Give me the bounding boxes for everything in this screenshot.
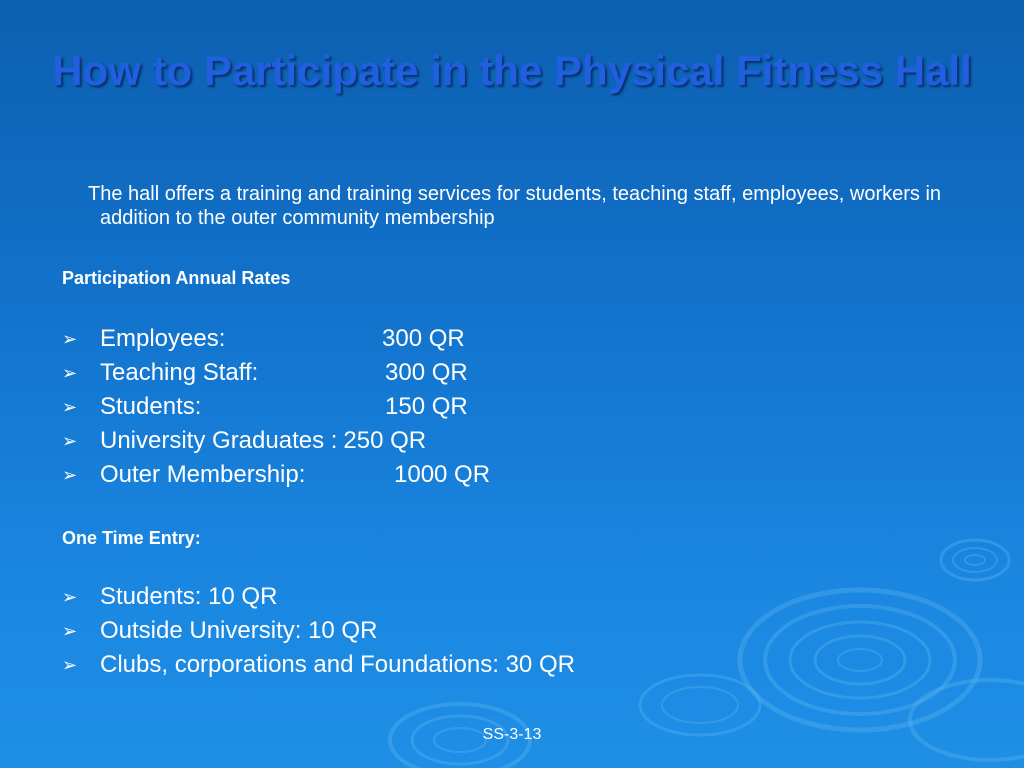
one-time-entry-list [62, 580, 575, 682]
intro-paragraph: The hall offers a training and training services for students, teaching staff, employees, workers in addition to the outer community membership [88, 183, 942, 229]
rate-value: 300 QR [385, 359, 468, 386]
rate-value: 150 QR [385, 393, 468, 420]
slide-footer: SS-3-13 [482, 726, 542, 743]
rate-label: Teaching Staff: [100, 359, 259, 386]
rate-label: Employees: [100, 325, 226, 352]
rate-value: 300 QR [382, 325, 465, 352]
list-item [62, 424, 490, 458]
list-item [62, 614, 575, 648]
arrowhead-bullet-icon: ➢ [62, 464, 78, 485]
list-item [62, 648, 575, 682]
list-item [62, 356, 490, 390]
arrowhead-bullet-icon: ➢ [62, 586, 78, 607]
rate-label: Students: [100, 393, 202, 420]
arrowhead-bullet-icon: ➢ [62, 362, 78, 383]
rate-label: University Graduates : [100, 427, 338, 454]
one-time-entry-heading: One Time Entry: [62, 528, 201, 548]
rate-label: Outer Membership: [100, 461, 306, 488]
arrowhead-bullet-icon: ➢ [62, 654, 78, 675]
list-item [62, 458, 490, 492]
arrowhead-bullet-icon: ➢ [62, 620, 78, 641]
slide-title: How to Participate in the Physical Fitness Hall [52, 47, 972, 94]
arrowhead-bullet-icon: ➢ [62, 430, 78, 451]
arrowhead-bullet-icon: ➢ [62, 396, 78, 417]
list-item [62, 322, 490, 356]
annual-rates-heading: Participation Annual Rates [62, 268, 291, 288]
entry-text: Students: 10 QR [100, 583, 278, 610]
list-item [62, 580, 575, 614]
rate-value: 1000 QR [394, 461, 491, 488]
annual-rates-list [62, 322, 490, 492]
arrowhead-bullet-icon: ➢ [62, 328, 78, 349]
rate-value: 250 QR [343, 427, 427, 454]
entry-text: Outside University: 10 QR [100, 617, 378, 644]
entry-text: Clubs, corporations and Foundations: 30 QR [100, 651, 575, 678]
list-item [62, 390, 490, 424]
